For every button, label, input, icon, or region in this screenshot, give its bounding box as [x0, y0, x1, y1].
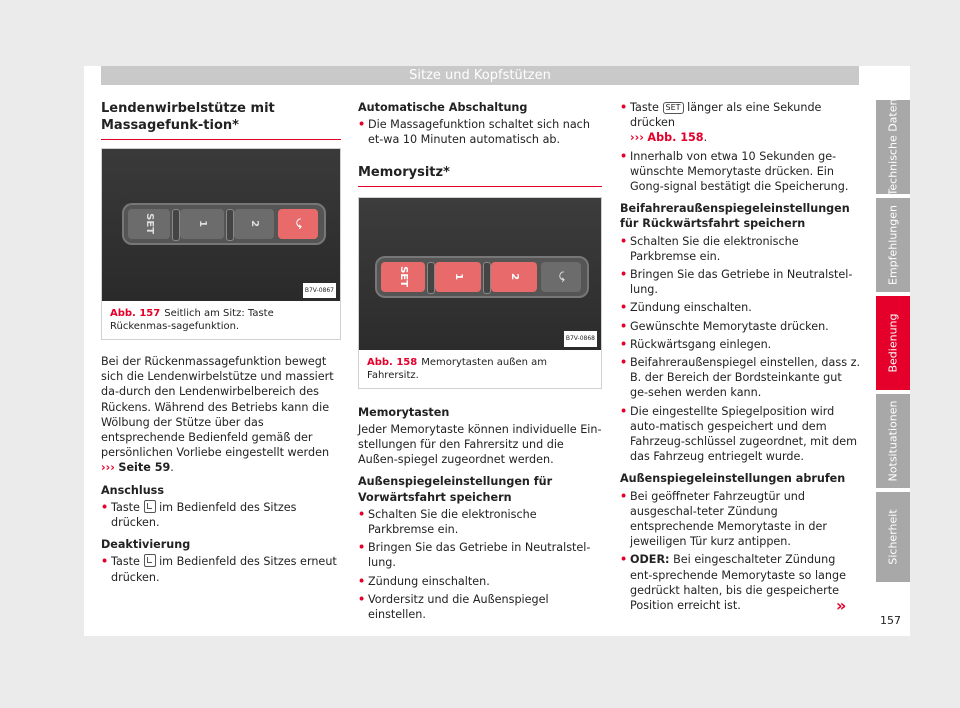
bullet-anschluss: • Taste im Bedienfeld des Sitzes drücken. — [101, 500, 297, 530]
tab-technische-daten[interactable]: Technische Daten — [876, 100, 910, 194]
bullet-text: Taste — [111, 500, 140, 514]
subheading-forward-store: Außenspiegeleinstellungen für Vorwärtsfahrt speichern — [358, 475, 553, 504]
bullet-text: Rückwärtsgang einlegen. — [630, 337, 772, 351]
figure-caption — [359, 350, 601, 388]
figure-157 — [101, 148, 341, 340]
subheading-reverse-store: Beifahreraußenspiegeleinstellungen für Rückwärtsfahrt speichern — [620, 202, 850, 231]
bullet-text: Taste — [630, 101, 659, 114]
figure-code: B7V-0868 — [564, 331, 597, 346]
memory-button-1: 1 — [180, 209, 224, 239]
bullet-text: Bei eingeschalteter Zündung ent-sprechende Memorytaste so lange gedrückt halten, bis die gespeicherte Position erreicht ist. — [630, 553, 846, 613]
bullet-text: Bringen Sie das Getriebe in Neutralstel-lung. — [630, 268, 853, 297]
seat-button-panel — [122, 203, 326, 245]
bullet-text: Zündung einschalten. — [368, 574, 490, 588]
bullet-text: Taste — [111, 555, 140, 569]
intro-end: . — [170, 461, 174, 475]
link-seite-59[interactable]: Seite 59 — [118, 461, 171, 475]
memory-button-2: 2 — [234, 209, 274, 239]
tab-notsituationen[interactable]: Notsituationen — [876, 394, 910, 488]
section-heading-lumbar: Lendenwirbelstütze mit Massagefunk-tion* — [101, 100, 341, 140]
bullet-recall-1: • Bei geöffneter Fahrzeugtür und ausgeschal-teter Zündung entsprechende Memorytaste in der jeweiligen Tür kurz antippen. — [620, 489, 828, 549]
massage-key-icon — [144, 554, 156, 567]
tab-empfehlungen[interactable]: Empfehlungen — [876, 198, 910, 292]
subheading-deaktivierung: Deaktivierung — [101, 538, 191, 552]
figure-code: B7V-0867 — [303, 283, 336, 298]
continue-arrow-icon: » — [836, 596, 847, 615]
button-divider — [483, 262, 491, 294]
massage-icon: ⤻ — [292, 218, 304, 230]
bullet-text: im Bedienfeld des Sitzes erneut drücken. — [111, 555, 337, 584]
bullet-text: Bringen Sie das Getriebe in Neutralstel-lung. — [368, 541, 591, 570]
bullet-text: Die eingestellte Spiegelposition wird auto-matisch gespeichert und dem Fahrzeug-schlüssel zugeordnet, mit dem das Fahrzeug entriegelt wurde. — [630, 404, 858, 464]
link-arrow: ››› — [101, 461, 115, 475]
photo-massage-button — [102, 149, 340, 301]
bullet-reverse-1: • Schalten Sie die elektronische Parkbremse ein. — [620, 234, 799, 263]
bullet-reverse-7: • Die eingestellte Spiegelposition wird auto-matisch gespeichert und dem Fahrzeug-schlüssel zugeordnet, mit dem das Fahrzeug entriegelt wurde. — [620, 404, 858, 464]
oder-label: ODER: — [630, 553, 670, 567]
bullet-recall-2: • ODER: Bei eingeschalteter Zündung ent-sprechende Memorytaste so lange gedrückt halten, bis die gespeicherte Position erreicht ist. — [620, 553, 846, 613]
subheading-recall: Außenspiegeleinstellungen abrufen — [620, 472, 846, 486]
bullet-reverse-5: • Rückwärtsgang einlegen. — [620, 337, 772, 351]
bullet-text: Bei geöffneter Fahrzeugtür und ausgeschal-teter Zündung entsprechende Memorytaste in der jeweiligen Tür kurz antippen. — [630, 489, 828, 549]
caption-text: Memorytasten außen am Fahrersitz. — [367, 356, 548, 381]
bullet-text: im Bedienfeld des Sitzes drücken. — [111, 500, 297, 530]
bullet-end: . — [703, 131, 708, 145]
bullet-reverse-6: • Beifahreraußenspiegel einstellen, dass z. B. der Bereich der Bordsteinkante gut ge-sehen werden kann. — [620, 356, 861, 400]
set-key-symbol: SET — [663, 102, 684, 114]
button-divider — [226, 209, 234, 241]
bullet-auto-off: • Die Massagefunktion schaltet sich nach et-wa 10 Minuten automatisch ab. — [358, 118, 590, 147]
subheading-auto-off: Automatische Abschaltung — [358, 101, 528, 114]
set-button: SET — [128, 209, 170, 239]
memory-button-1: 1 — [435, 262, 481, 292]
massage-button — [278, 209, 318, 239]
subheading-anschluss: Anschluss — [101, 483, 164, 497]
tab-sicherheit[interactable]: Sicherheit — [876, 492, 910, 582]
photo-memory-buttons — [359, 198, 601, 350]
bullet-set-key: • Taste SET länger als eine Sekunde drücken ››› Abb. 158. — [620, 101, 822, 145]
bullet-text: Schalten Sie die elektronische Parkbremse ein. — [630, 234, 799, 263]
column-left — [101, 100, 341, 588]
bullet-reverse-4: • Gewünschte Memorytaste drücken. — [620, 319, 829, 333]
massage-key-icon — [144, 500, 156, 513]
memorytasten-text: Jeder Memorytaste können individuelle Ein-stellungen für den Fahrersitz und die Außen-spiegel zugeordnet werden. — [358, 422, 602, 467]
link-abb-158[interactable]: Abb. 158 — [647, 131, 704, 145]
caption-text: Seitlich am Sitz: Taste Rückenmas-sagefunktion. — [110, 308, 274, 332]
set-button: SET — [381, 262, 425, 292]
memory-button-panel — [375, 256, 589, 298]
memory-button-2: 2 — [491, 262, 537, 292]
column-middle — [358, 100, 602, 625]
figure-158 — [358, 197, 602, 389]
bullet-reverse-2: • Bringen Sie das Getriebe in Neutralstel-lung. — [620, 268, 853, 297]
link-arrow: ››› — [630, 131, 644, 145]
subheading-memorytasten: Memorytasten — [358, 405, 450, 419]
page-number: 157 — [880, 614, 901, 627]
bullet-text: Zündung einschalten. — [630, 301, 752, 315]
tab-bedienung[interactable]: Bedienung — [876, 296, 910, 390]
bullet-forward-4: • Vordersitz und die Außenspiegel einstellen. — [358, 592, 549, 622]
bullet-deaktivierung: • Taste im Bedienfeld des Sitzes erneut drücken. — [101, 555, 337, 584]
button-divider — [172, 209, 180, 241]
section-heading-memory: Memorysitz* — [358, 164, 602, 187]
bullet-text: Schalten Sie die elektronische Parkbremse ein. — [368, 507, 537, 537]
bullet-text: Innerhalb von etwa 10 Sekunden ge-wünschte Memorytaste drücken. Ein Gong-signal bestätigt die Speicherung. — [630, 149, 849, 194]
bullet-text: länger als eine Sekunde drücken — [630, 101, 822, 130]
page-header: Sitze und Kopfstützen — [101, 66, 859, 85]
bullet-text: Vordersitz und die Außenspiegel einstellen. — [368, 592, 549, 622]
bullet-text: Gewünschte Memorytaste drücken. — [630, 319, 829, 333]
bullet-forward-3: • Zündung einschalten. — [358, 574, 490, 588]
bullet-memory-press: • Innerhalb von etwa 10 Sekunden ge-wünschte Memorytaste drücken. Ein Gong-signal bestätigt die Speicherung. — [620, 149, 849, 194]
intro-paragraph — [101, 354, 341, 476]
button-divider — [427, 262, 435, 294]
bullet-text: Beifahreraußenspiegel einstellen, dass z. B. der Bereich der Bordsteinkante gut ge-sehen werden kann. — [630, 356, 861, 400]
bullet-text: Die Massagefunktion schaltet sich nach et-wa 10 Minuten automatisch ab. — [368, 118, 590, 147]
massage-icon: ⤻ — [555, 271, 567, 282]
massage-button — [541, 262, 581, 292]
intro-text: Bei der Rückenmassagefunktion bewegt sich die Lendenwirbelstütze und massiert da-durch den Lendenwirbelbereich des Rückens. Während des Betriebs kann die Wölbung der Stütze über das entsprechende Bedienfeld gemäß der persönlichen Vorliebe eingestellt werden — [101, 355, 334, 460]
bullet-forward-2: • Bringen Sie das Getriebe in Neutralstel-lung. — [358, 541, 591, 570]
figure-label: Abb. 157 — [110, 308, 161, 319]
figure-caption — [102, 301, 340, 339]
column-right — [620, 100, 860, 616]
bullet-reverse-3: • Zündung einschalten. — [620, 301, 752, 315]
figure-label: Abb. 158 — [367, 356, 418, 368]
bullet-forward-1: • Schalten Sie die elektronische Parkbremse ein. — [358, 507, 537, 537]
